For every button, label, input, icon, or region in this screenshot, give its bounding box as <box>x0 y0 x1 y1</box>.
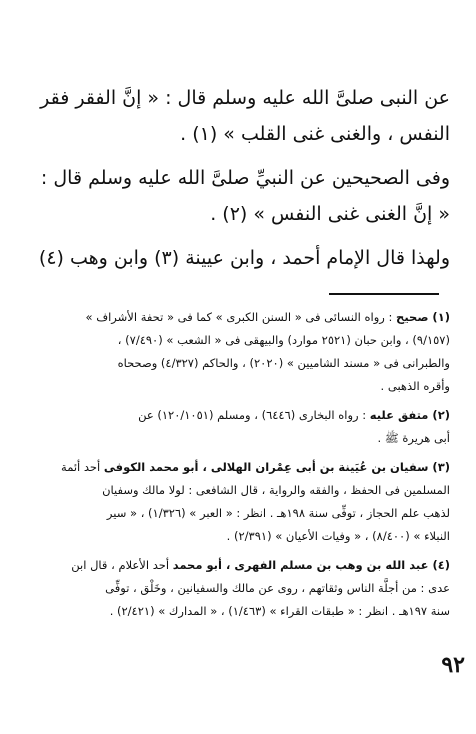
footnote-line: لذهب علم الحجاز ، توفِّى سنة ١٩٨هـ . انظر : « العبر » (١/٣٢٦) ، « سير <box>106 506 450 520</box>
footnote-text: : رواه البخارى (٦٤٤٦) ، ومسلم (١٢٠/١٠٥١) عن <box>138 408 370 422</box>
footnote-line <box>16 456 450 479</box>
footnote-lead: (١) صحيح <box>396 310 450 324</box>
footnote-line: سنة ١٩٧هـ . انظر : « طبقات القراء » (١/٤٦٣) ، « المدارك » (٢/٤٢١) . <box>109 604 450 618</box>
footnote-text: أحد أئمة <box>61 460 104 474</box>
footnote-line: النبلاء » (٨/٤٠٠) ، « وفيات الأعيان » (٢/٣٩١) . <box>226 529 450 543</box>
footnote-separator <box>329 293 439 295</box>
footnote-3 <box>16 456 450 548</box>
footnote-line: والطبرانى فى « مسند الشاميين » (٢٠٢٠) ، والحاكم (٤/٣٢٧) وصححاه <box>117 356 450 370</box>
main-line: ولهذا قال الإمام أحمد ، وابن عيينة (٣) وابن وهب (٤) <box>38 247 450 269</box>
main-line: وفى الصحيحين عن النبيِّ صلىَّ الله عليه وسلم قال : <box>40 167 450 189</box>
main-line: « إنَّ الغنى غنى النفس » (٢) . <box>210 203 450 225</box>
footnote-line: (٩/١٥٧) ، وابن حبان (٢٥٢١ موارد) والبيهقى فى « الشعب » (٧/٤٩٠) ، <box>117 333 450 347</box>
footnote-line: أبى هريرة ﷺ . <box>377 431 450 445</box>
footnote-line: وأقره الذهبى . <box>380 379 450 393</box>
footnote-4 <box>16 554 450 623</box>
footnote-lead: (٣) سفيان بن عُيَينة بن أبى عِمْران الهلالى ، أبو محمد الكوفى <box>103 460 450 474</box>
footnote-text: : رواه النسائى فى « السنن الكبرى » كما فى « تحفة الأشراف » <box>85 310 397 324</box>
page-number: ٩٢ <box>441 652 465 678</box>
footnote-text: أحد الأعلام ، قال ابن <box>71 558 173 572</box>
footnotes <box>16 306 450 629</box>
main-text <box>30 80 450 276</box>
footnote-line: المسلمين فى الحفظ ، والفقه والرواية ، قال الشافعى : لولا مالك وسفيان <box>102 483 450 497</box>
footnote-lead: (٢) متفق عليه <box>369 408 450 422</box>
footnote-lead: (٤) عبد الله بن وهب بن مسلم الفهرى ، أبو محمد <box>172 558 450 572</box>
footnote-line: عدى : من أجلَّة الناس وثقاتهم ، روى عن مالك والسفيانين ، وخَلْق ، توفِّى <box>105 581 450 595</box>
footnote-2 <box>16 404 450 450</box>
footnote-line <box>16 404 450 427</box>
main-line: النفس ، والغنى غنى القلب » (١) . <box>180 123 450 145</box>
footnote-line <box>16 554 450 577</box>
footnote-line <box>16 306 450 329</box>
footnote-1 <box>16 306 450 398</box>
main-line: عن النبى صلىَّ الله عليه وسلم قال : « إنَّ الفقر فقر <box>40 87 450 109</box>
